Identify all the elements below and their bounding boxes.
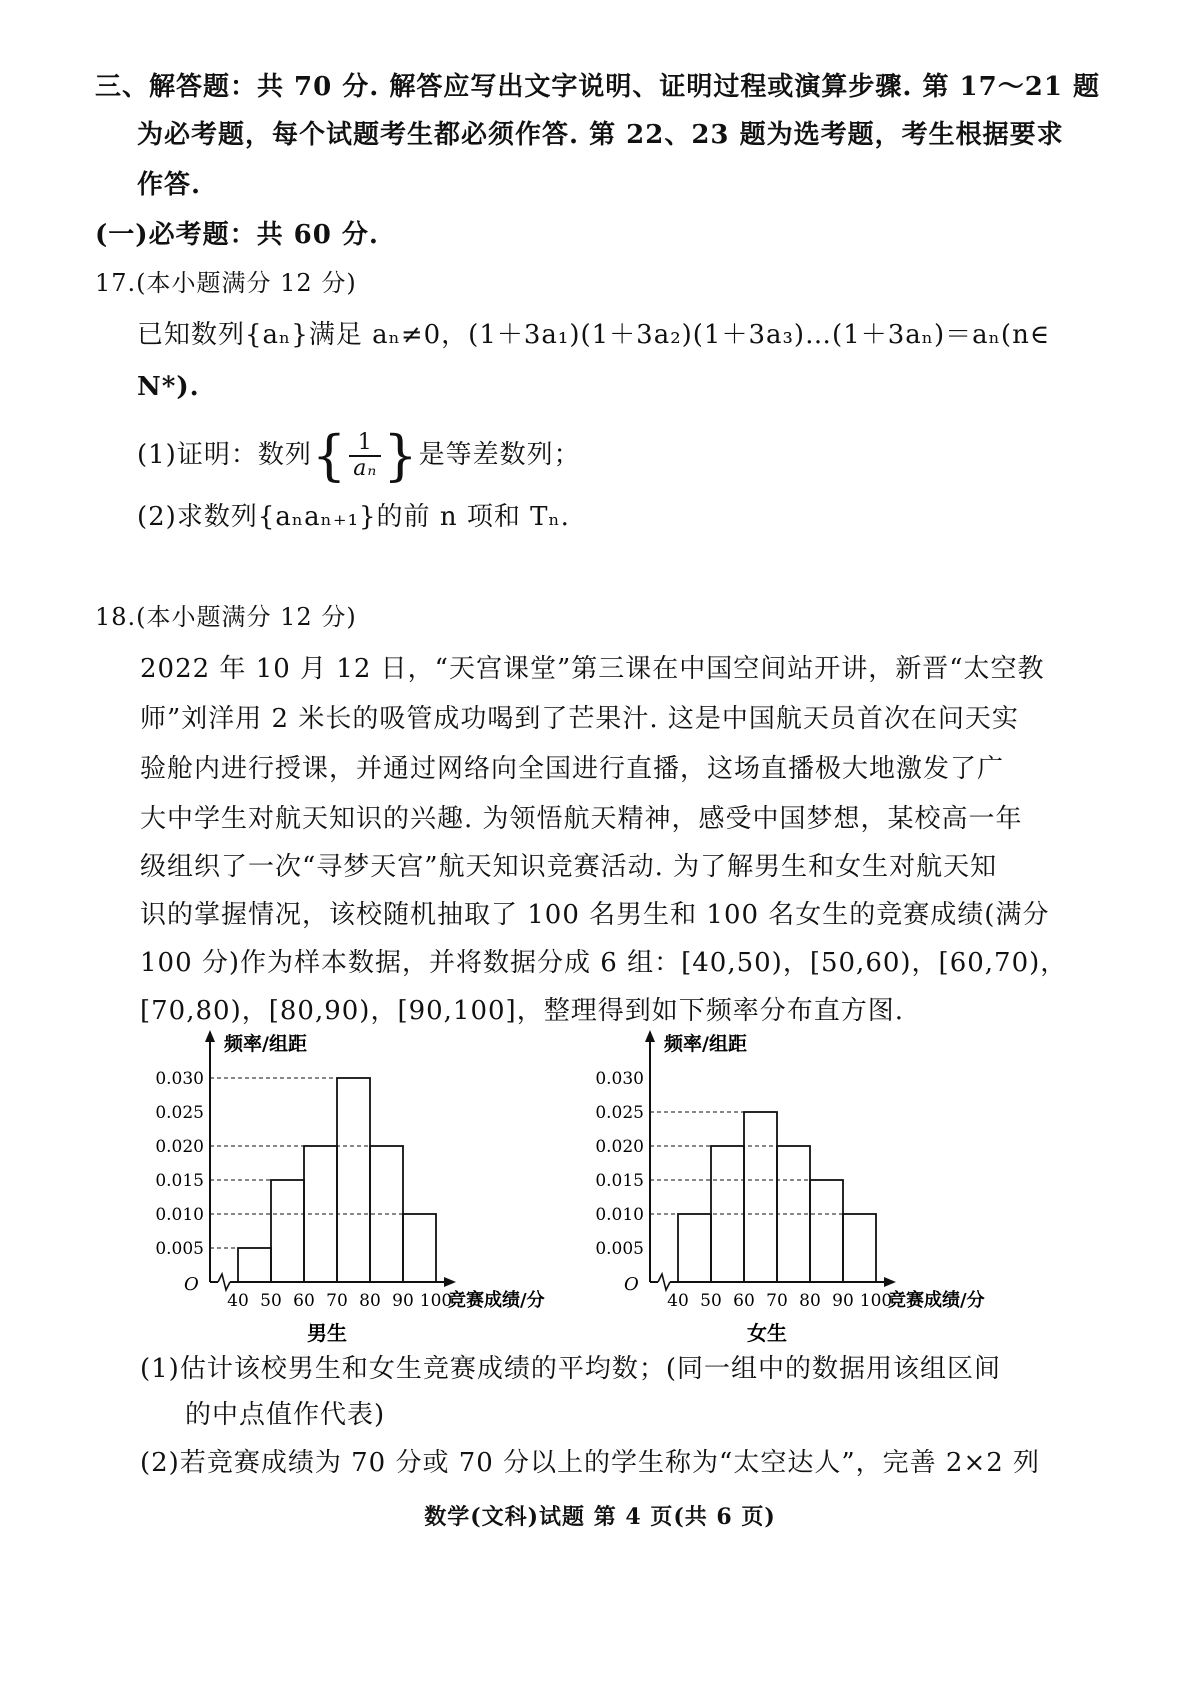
male-y-tick-label: 0.005 <box>155 1239 204 1259</box>
q18-part1-line1: (1)估计该校男生和女生竞赛成绩的平均数；(同一组中的数据用该组区间 <box>140 1354 1001 1384</box>
male-bar <box>238 1248 271 1282</box>
female-y-tick-label: 0.025 <box>595 1103 644 1123</box>
female-bar <box>678 1214 711 1282</box>
q18-text-line: 2022 年 10 月 12 日，“天宫课堂”第三课在中国空间站开讲，新晋“太空教 <box>140 654 1045 684</box>
male-origin-label: O <box>184 1274 199 1295</box>
q18-text-line: 100 分)作为样本数据，并将数据分成 6 组：[40,50)，[50,60)，[60,70)， <box>140 948 1068 978</box>
female-bar <box>810 1180 843 1282</box>
male-y-tick-label: 0.030 <box>155 1069 204 1089</box>
female-y-axis-arrow <box>645 1030 655 1042</box>
section-header-line2: 为必考题，每个试题考生都必须作答. 第 22、23 题为选考题，考生根据要求 <box>137 120 1064 150</box>
female-x-tick-label: 70 <box>766 1291 788 1311</box>
male-x-axis-break <box>218 1274 230 1290</box>
male-y-axis-arrow <box>205 1030 215 1042</box>
subsection-title: (一)必考题：共 60 分. <box>95 220 379 250</box>
female-x-tick-label: 50 <box>700 1291 722 1311</box>
q18-text-line: 大中学生对航天知识的兴趣. 为领悟航天精神，感受中国梦想，某校高一年 <box>140 804 1023 834</box>
female-y-tick-label: 0.010 <box>595 1205 644 1225</box>
fraction-numerator: 1 <box>357 430 373 455</box>
female-x-tick-label: 40 <box>667 1291 689 1311</box>
q17-part1-suffix: 是等差数列； <box>418 440 581 470</box>
section-header-line3: 作答. <box>137 170 202 200</box>
female-y-tick-label: 0.020 <box>595 1137 644 1157</box>
female-x-label: 竞赛成绩/分 <box>888 1290 985 1311</box>
male-bar <box>337 1078 370 1282</box>
female-x-axis-break <box>658 1274 670 1290</box>
section-header-line1: 三、解答题：共 70 分. 解答应写出文字说明、证明过程或演算步骤. 第 17～21 题 <box>95 72 1100 102</box>
male-x-axis-arrow <box>444 1277 456 1287</box>
female-y-tick-label: 0.030 <box>595 1069 644 1089</box>
male-x-tick-label: 70 <box>326 1291 348 1311</box>
male-x-label: 竞赛成绩/分 <box>448 1290 545 1311</box>
female-y-tick-label: 0.005 <box>595 1239 644 1259</box>
q18-text-line: [70,80)，[80,90)，[90,100]，整理得到如下频率分布直方图. <box>140 996 904 1026</box>
male-y-tick-label: 0.015 <box>155 1171 204 1191</box>
histogram-male <box>120 1020 580 1350</box>
q18-text-line: 验舱内进行授课，并通过网络向全国进行直播，这场直播极大地激发了广 <box>140 754 1005 784</box>
q18-text-line: 识的掌握情况，该校随机抽取了 100 名男生和 100 名女生的竞赛成绩(满分 <box>140 900 1050 930</box>
male-x-tick-label: 60 <box>293 1291 315 1311</box>
q17-statement-line1: 已知数列{aₙ}满足 aₙ≠0，(1＋3a₁)(1＋3a₂)(1＋3a₃)…(1＋3aₙ)＝aₙ(n∈ <box>137 320 1051 350</box>
male-x-tick-label: 50 <box>260 1291 282 1311</box>
fraction-denominator: aₙ <box>349 455 381 481</box>
male-y-tick-label: 0.010 <box>155 1205 204 1225</box>
male-x-tick-label: 80 <box>359 1291 381 1311</box>
female-y-label: 频率/组距 <box>664 1033 747 1055</box>
male-y-tick-label: 0.020 <box>155 1137 204 1157</box>
female-x-tick-label: 60 <box>733 1291 755 1311</box>
male-y-tick-label: 0.025 <box>155 1103 204 1123</box>
q18-part2-line1: (2)若竞赛成绩为 70 分或 70 分以上的学生称为“太空达人”，完善 2×2 列 <box>140 1448 1041 1478</box>
male-caption: 男生 <box>307 1321 347 1345</box>
male-x-tick-label: 90 <box>392 1291 414 1311</box>
female-x-axis-arrow <box>884 1277 896 1287</box>
male-y-label: 频率/组距 <box>224 1033 307 1055</box>
q18-part1-line2: 的中点值作代表) <box>185 1400 386 1430</box>
q17-part1-prefix: (1)证明：数列 <box>137 440 312 470</box>
q17-part2: (2)求数列{aₙaₙ₊₁}的前 n 项和 Tₙ. <box>137 502 570 532</box>
fraction <box>349 431 381 481</box>
q17-label: 17.(本小题满分 12 分) <box>95 269 357 297</box>
histogram-female <box>560 1020 1020 1350</box>
male-bar <box>271 1180 304 1282</box>
q17-statement-line2: N*). <box>137 372 200 402</box>
female-caption: 女生 <box>747 1321 787 1345</box>
q17-part1: (1)证明：数列{ $\frac{1}{\text{aₙ}}$ }是等差数列； <box>137 424 581 487</box>
female-origin-label: O <box>624 1274 639 1295</box>
female-bar <box>843 1214 876 1282</box>
q18-text-line: 级组织了一次“寻梦天宫”航天知识竞赛活动. 为了解男生和女生对航天知 <box>140 852 998 882</box>
male-x-tick-label: 100 <box>419 1291 453 1311</box>
male-bar <box>403 1214 436 1282</box>
female-x-tick-label: 90 <box>832 1291 854 1311</box>
male-x-tick-label: 40 <box>227 1291 249 1311</box>
female-x-tick-label: 80 <box>799 1291 821 1311</box>
female-bar <box>744 1112 777 1282</box>
female-x-tick-label: 100 <box>859 1291 893 1311</box>
q18-label: 18.(本小题满分 12 分) <box>95 603 357 631</box>
q18-text-line: 师”刘洋用 2 米长的吸管成功喝到了芒果汁. 这是中国航天员首次在问天实 <box>140 704 1019 734</box>
page-footer: 数学(文科)试题 第 4 页(共 6 页) <box>424 1504 776 1530</box>
female-y-tick-label: 0.015 <box>595 1171 644 1191</box>
